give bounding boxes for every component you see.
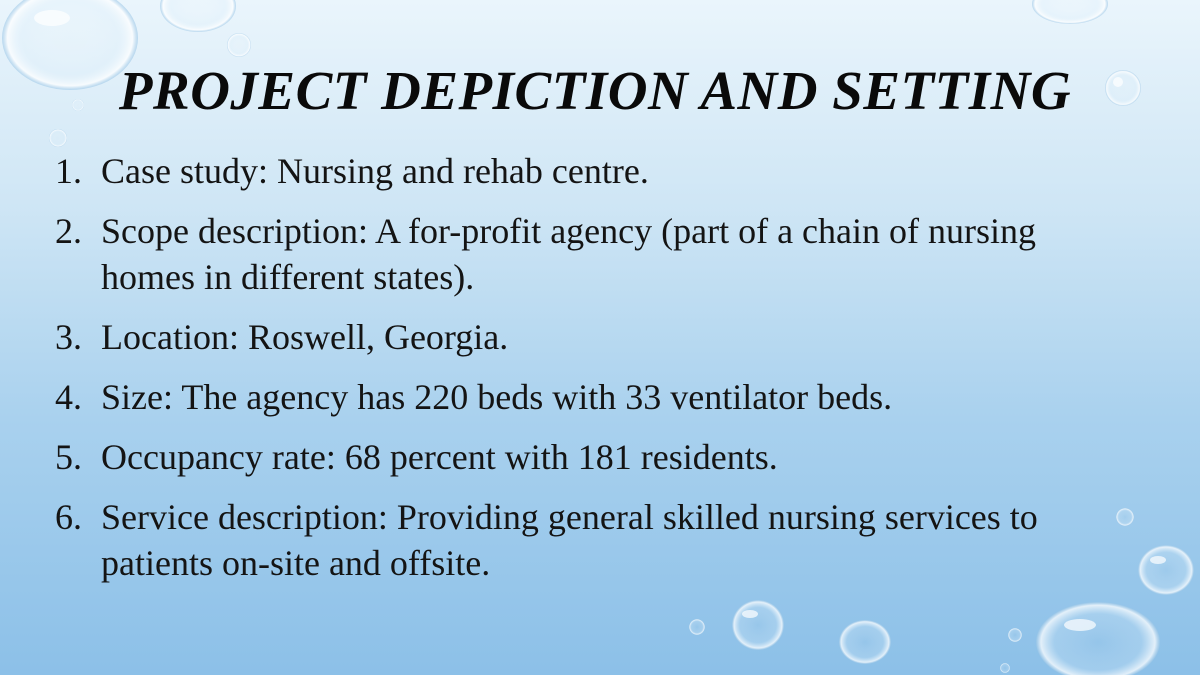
list-item (55, 148, 1085, 194)
list-item-number: 2. (55, 211, 82, 251)
content-list (55, 148, 1085, 600)
list-item-number: 6. (55, 497, 82, 537)
list-item (55, 374, 1085, 420)
list-item-text: Service description: Providing general skilled nursing services to patients on-site and offsite. (101, 497, 1038, 583)
list-item-text: Location: Roswell, Georgia. (101, 317, 509, 357)
slide-title: PROJECT DEPICTION AND SETTING (118, 60, 1072, 121)
list-item (55, 208, 1085, 300)
list-item-text: Scope description: A for-profit agency (part of a chain of nursing homes in different states). (101, 211, 1036, 297)
droplet-top-left-medium (160, 0, 236, 32)
list-item-number: 1. (55, 151, 82, 191)
list-item-text: Occupancy rate: 68 percent with 181 residents. (101, 437, 778, 477)
droplet-right-middle (1116, 508, 1194, 595)
list-item-number: 3. (55, 317, 82, 357)
list-item (55, 434, 1085, 480)
list-item-number: 4. (55, 377, 82, 417)
list-item (55, 314, 1085, 360)
list-item (55, 494, 1085, 586)
list-item-text: Case study: Nursing and rehab centre. (101, 151, 649, 191)
droplet-bottom-cluster (689, 600, 1160, 675)
list-item-text: Size: The agency has 220 beds with 33 ventilator beds. (101, 377, 893, 417)
list-item-number: 5. (55, 437, 82, 477)
